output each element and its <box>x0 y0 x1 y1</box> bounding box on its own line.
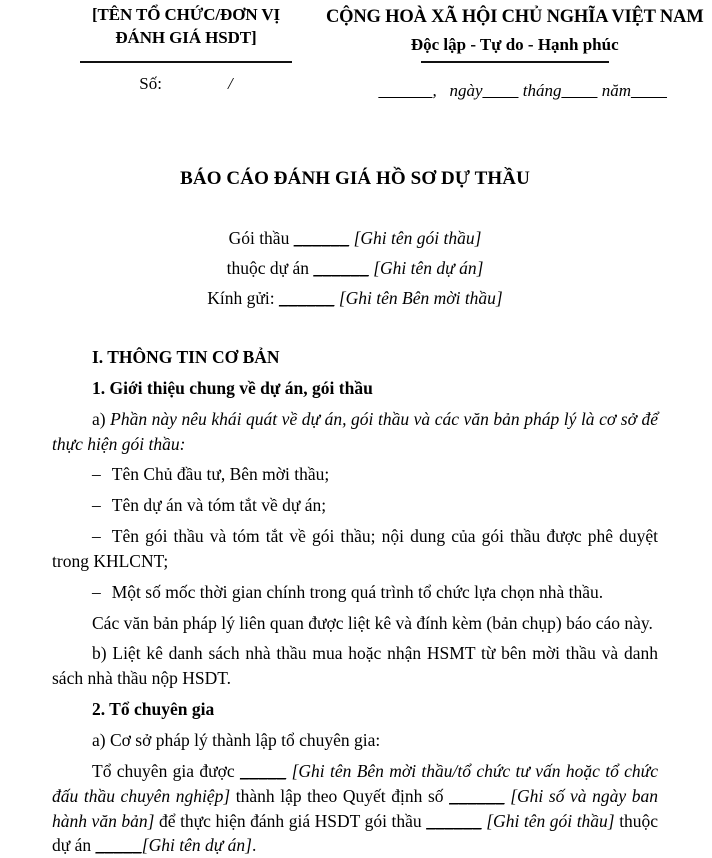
paragraph-expert-group <box>52 759 658 858</box>
document-title: BÁO CÁO ĐÁNH GIÁ HỒ SƠ DỰ THẦU <box>180 167 530 189</box>
project-name-line <box>52 256 658 281</box>
package-name-line <box>52 226 658 251</box>
paragraph-item-a <box>52 407 658 457</box>
expert-text-4: thuộc dự án <box>52 810 659 856</box>
item-b-marker: b) <box>92 643 107 664</box>
national-heading-block <box>320 4 703 104</box>
title-block <box>52 166 658 312</box>
document-body <box>52 345 658 858</box>
expert-hint-2: [Ghi số và ngày ban hành văn bản] <box>52 785 658 831</box>
recipient-blank: ______ <box>278 288 335 309</box>
bullet-item <box>52 524 658 574</box>
place-blank: ______ <box>378 81 433 101</box>
expert-hint-1: [Ghi tên Bên mời thầu/tổ chức tư vấn hoặc tổ chức đấu thầu chuyên nghiệp] <box>52 760 658 806</box>
bullet-dash-icon: – <box>92 581 101 602</box>
bullet-text: Một số mốc thời gian chính trong quá trình tổ chức lựa chọn nhà thầu. <box>111 581 604 602</box>
section-heading-1: I. THÔNG TIN CƠ BẢN <box>92 347 280 368</box>
subsection-heading-1: 1. Giới thiệu chung về dự án, gói thầu <box>92 377 373 398</box>
subsection-heading-2: 2. Tổ chuyên gia <box>92 699 215 720</box>
project-blank: ______ <box>313 258 369 279</box>
month-label: tháng <box>522 81 562 101</box>
item-a-marker: a) <box>92 408 106 429</box>
package-label: Gói thầu <box>228 228 290 249</box>
paragraph-attachments: Các văn bản pháp lý liên quan được liệt kê và đính kèm (bản chụp) báo cáo này. <box>92 612 653 633</box>
expert-text-1: Tổ chuyên gia được <box>92 760 235 781</box>
item-2a-text: Cơ sở pháp lý thành lập tổ chuyên gia: <box>109 729 381 750</box>
project-label: thuộc dự án <box>226 258 309 279</box>
package-hint: [Ghi tên gói thầu] <box>353 228 482 249</box>
document-number-separator: / <box>227 73 233 93</box>
recipient-hint: [Ghi tên Bên mời thầu] <box>338 288 503 309</box>
recipient-label: Kính gửi: <box>207 288 275 309</box>
country-name: CỘNG HOÀ XÃ HỘI CHỦ NGHĨA VIỆT NAM <box>326 7 704 27</box>
item-2a-marker: a) <box>92 729 106 750</box>
document-header <box>52 0 704 104</box>
document-number-label: Số: <box>139 73 162 93</box>
bullet-item <box>52 462 658 487</box>
expert-blank-2: ______ <box>449 785 505 806</box>
bullet-dash-icon: – <box>92 464 101 485</box>
date-comma: , <box>432 81 437 101</box>
bullet-text: Tên dự án và tóm tắt về dự án; <box>111 495 327 516</box>
bullet-item <box>52 493 658 518</box>
project-hint: [Ghi tên dự án] <box>373 258 484 279</box>
paragraph-item-2a <box>52 728 658 753</box>
place-and-date-line <box>326 79 703 103</box>
day-label: ngày <box>449 81 483 101</box>
document-number-line <box>52 72 320 96</box>
item-b-text: Liệt kê danh sách nhà thầu mua hoặc nhận HSMT từ bên mời thầu và danh sách nhà thầu nộp HSDT. <box>52 643 658 689</box>
organization-name-line2: ĐÁNH GIÁ HSDT] <box>115 27 257 47</box>
paragraph-item-b <box>52 641 658 691</box>
item-a-text: Phần này nêu khái quát về dự án, gói thầu và các văn bản pháp lý là cơ sở để thực hiện gói thầu: <box>52 408 658 454</box>
package-blank: ______ <box>293 228 350 249</box>
bullet-dash-icon: – <box>92 526 101 547</box>
expert-hint-4: [Ghi tên dự án] <box>141 835 252 856</box>
expert-period: . <box>251 835 257 856</box>
issuing-organization-block <box>52 4 320 96</box>
month-blank: ____ <box>561 81 598 101</box>
organization-underline-rule <box>80 61 292 63</box>
bullet-text: Tên gói thầu và tóm tắt về gói thầu; nội dung của gói thầu được phê duyệt trong KHLCNT; <box>52 526 658 571</box>
bullet-text: Tên Chủ đầu tư, Bên mời thầu; <box>111 464 330 485</box>
expert-hint-3: [Ghi tên gói thầu] <box>486 810 615 831</box>
expert-blank-4: _____ <box>95 835 142 856</box>
subject-lines <box>52 226 658 311</box>
expert-text-2: thành lập theo Quyết định số <box>235 785 444 806</box>
organization-name <box>52 4 320 50</box>
expert-blank-1: _____ <box>239 760 287 781</box>
bullet-item <box>52 580 658 605</box>
recipient-line <box>52 286 658 311</box>
bullet-dash-icon: – <box>92 495 101 516</box>
year-label: năm <box>601 81 632 101</box>
organization-name-line1: [TÊN TỔ CHỨC/ĐƠN VỊ <box>91 5 281 24</box>
day-blank: ____ <box>482 81 519 101</box>
national-motto: Độc lập - Tự do - Hạnh phúc <box>410 35 619 55</box>
motto-underline-rule <box>421 61 609 63</box>
expert-blank-3: ______ <box>426 810 482 831</box>
expert-text-3: để thực hiện đánh giá HSDT gói thầu <box>159 810 422 831</box>
year-blank: ____ <box>631 81 668 101</box>
